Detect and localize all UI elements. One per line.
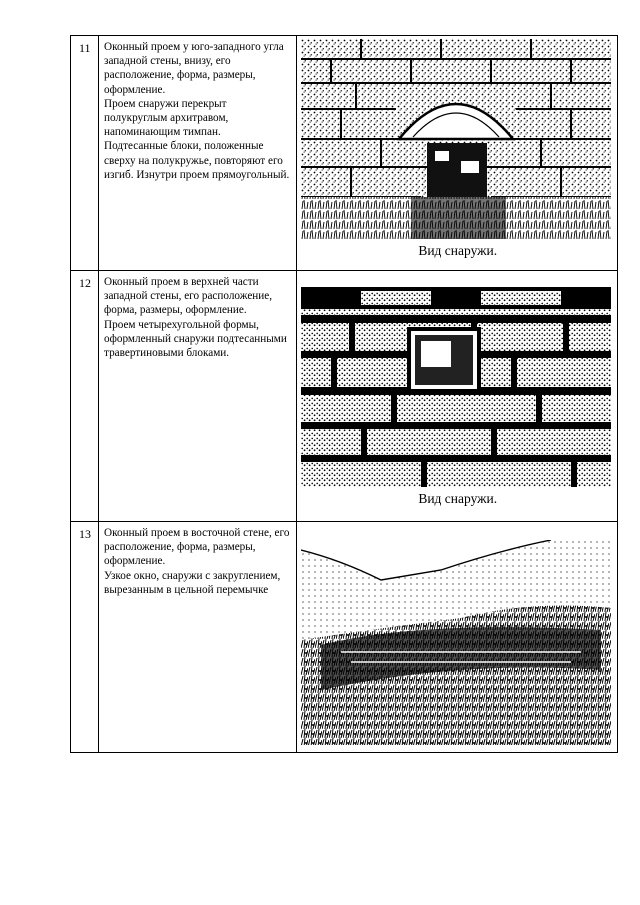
description-line: Подтесанные блоки, положенные сверху на полукружье, повторяют его изгиб. Изнутри проем прямоугольный. [104, 140, 290, 181]
row-number-cell [71, 36, 99, 271]
photo-cell [297, 271, 618, 522]
table-row [71, 522, 618, 753]
description-line: Оконный проем в верхней части западной стены, его расположение, форма, размеры, оформление. [104, 276, 273, 317]
description-cell [99, 36, 297, 271]
table-row [71, 36, 618, 271]
photo-cell [297, 36, 618, 271]
description-cell [99, 522, 297, 753]
row-number: 13 [79, 527, 91, 541]
description-line: Оконный проем в восточной стене, его расположение, форма, размеры, оформление. [104, 527, 290, 568]
row-number-cell [71, 522, 99, 753]
description-text [99, 522, 296, 597]
description-line: Проем снаружи перекрыт полукруглым архитравом, напоминающим тимпан. [104, 97, 229, 139]
arched-window-photo [301, 39, 611, 239]
description-line: Проем четырехугольной формы, оформленный снаружи подтесанными травертиновыми блоками. [104, 318, 287, 360]
photo-cell [297, 522, 618, 753]
photo-caption: Вид снаружи. [418, 243, 498, 258]
row-number: 12 [79, 276, 91, 290]
east-wall-photo [301, 540, 611, 745]
table-row [71, 271, 618, 522]
square-window-photo [301, 287, 611, 487]
description-line: Узкое окно, снаружи с закруглением, вырезанным в цельной перемычке [104, 569, 281, 596]
row-number: 11 [79, 41, 91, 55]
row-number-cell [71, 271, 99, 522]
photo-caption: Вид снаружи. [418, 491, 498, 506]
description-table [70, 35, 618, 753]
description-cell [99, 271, 297, 522]
description-text [99, 36, 296, 182]
description-text [99, 271, 296, 360]
description-line: Оконный проем у юго-западного угла западной стены, внизу, его расположение, форма, размеры, оформление. [104, 41, 284, 96]
